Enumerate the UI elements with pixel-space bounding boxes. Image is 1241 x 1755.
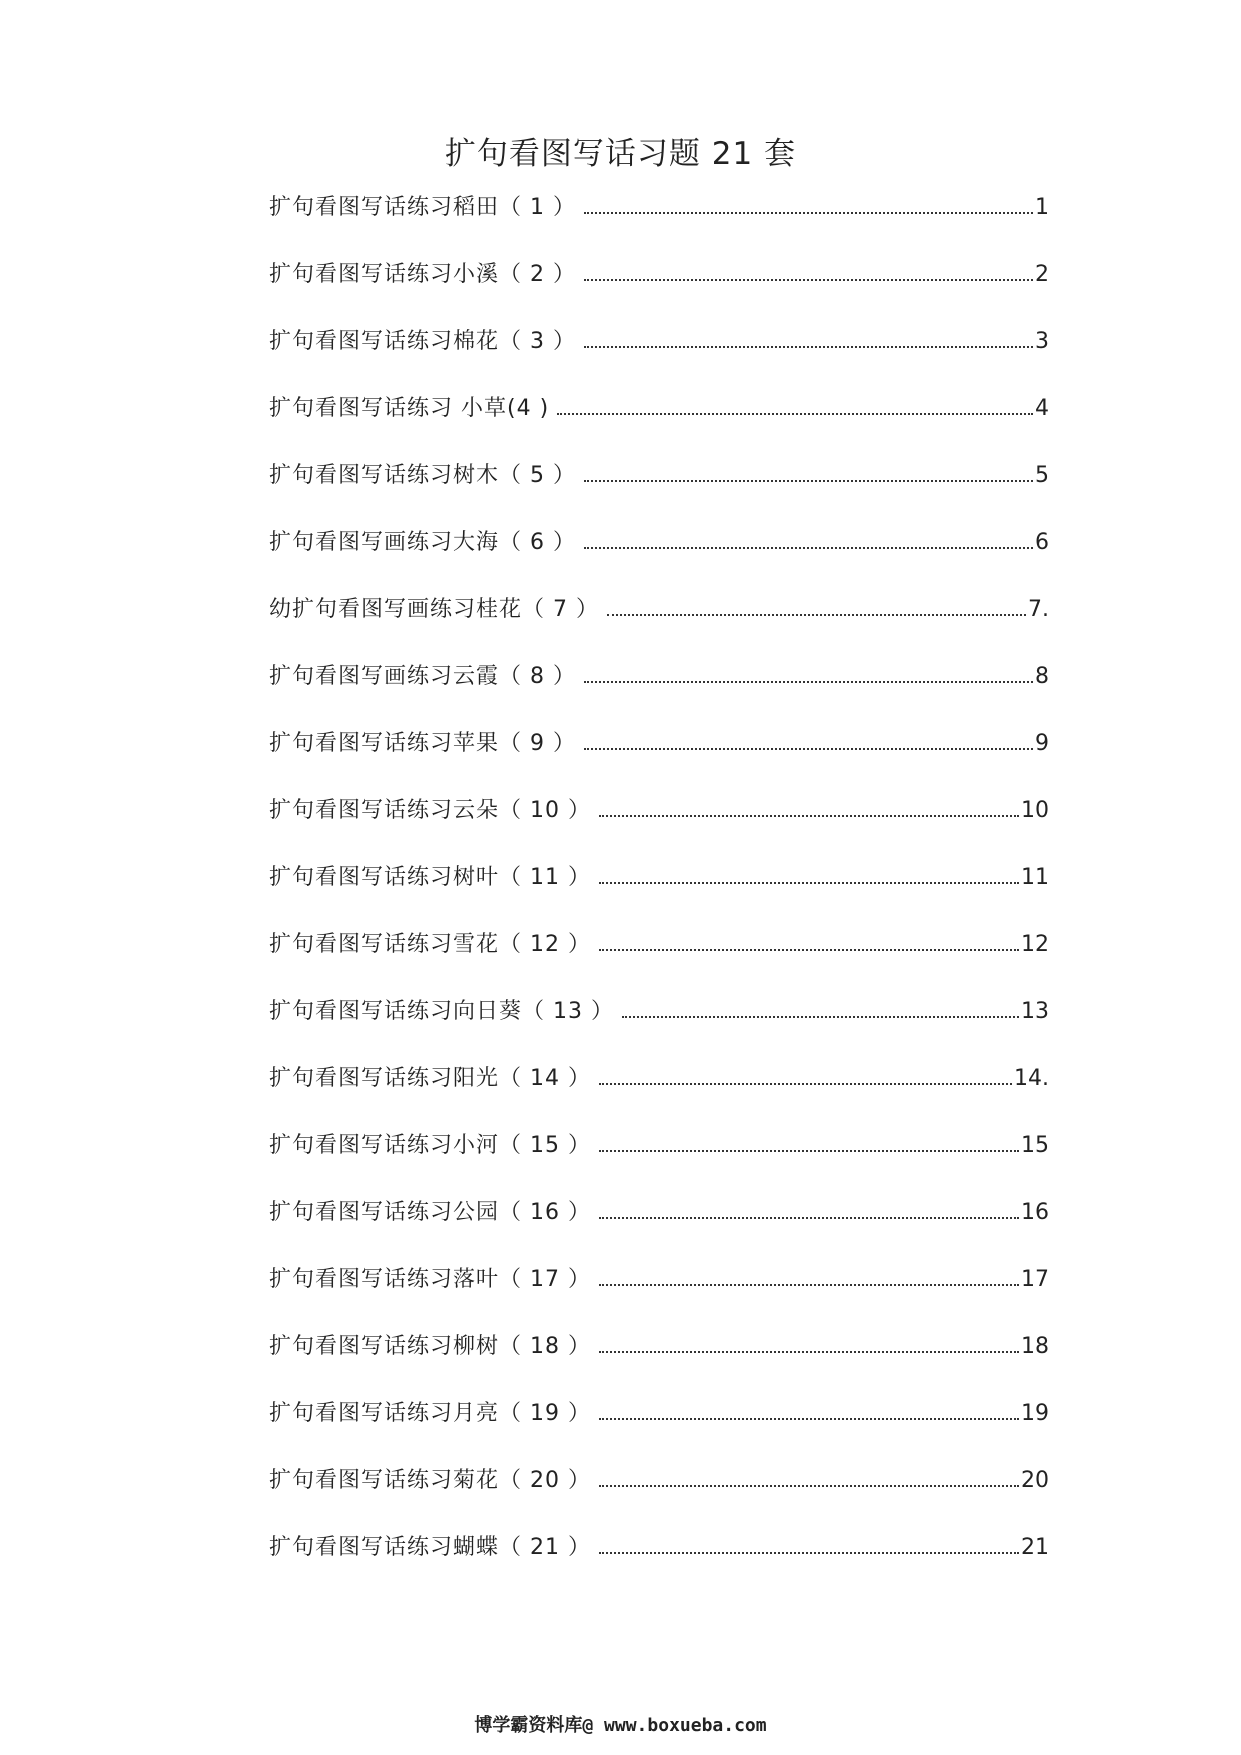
toc-entry[interactable]: [269, 263, 1049, 330]
toc-page-number: 17: [1021, 1267, 1049, 1292]
toc-entry-title: 扩句看图写话练习树叶（ 11 ）: [269, 865, 591, 890]
toc-entry[interactable]: [269, 330, 1049, 397]
toc-entry-title: 扩句看图写话练习 小草(4 ): [269, 396, 550, 421]
toc-page-number: 21: [1021, 1535, 1049, 1560]
toc-dot-leader: [584, 212, 1033, 214]
toc-entry-title: 扩句看图写话练习云朵（ 10 ）: [269, 798, 591, 823]
toc-entry-title: 扩句看图写话练习树木（ 5 ）: [269, 463, 576, 488]
toc-page-number: 10: [1021, 798, 1049, 823]
toc-page-number: 5: [1035, 463, 1049, 488]
toc-entry-title: 扩句看图写话练习蝴蝶（ 21 ）: [269, 1535, 591, 1560]
toc-entry[interactable]: [269, 397, 1049, 464]
toc-dot-leader: [599, 1284, 1019, 1286]
toc-entry[interactable]: [269, 196, 1049, 263]
toc-page-number: 18: [1021, 1334, 1049, 1359]
toc-entry[interactable]: [269, 866, 1049, 933]
toc-entry-title: 扩句看图写话练习阳光（ 14 ）: [269, 1066, 591, 1091]
toc-entry[interactable]: [269, 598, 1049, 665]
toc-entry-title: 扩句看图写话练习落叶（ 17 ）: [269, 1267, 591, 1292]
toc-dot-leader: [607, 614, 1026, 616]
toc-dot-leader: [584, 748, 1033, 750]
toc-entry[interactable]: [269, 1335, 1049, 1402]
toc-entry[interactable]: [269, 1067, 1049, 1134]
toc-page-number: 3: [1035, 329, 1049, 354]
toc-page-number: 6: [1035, 530, 1049, 555]
toc-page-number: 9: [1035, 731, 1049, 756]
table-of-contents: [269, 196, 1049, 1603]
toc-dot-leader: [599, 815, 1019, 817]
toc-entry-title: 扩句看图写话练习向日葵（ 13 ）: [269, 999, 614, 1024]
toc-entry-title: 扩句看图写画练习云霞（ 8 ）: [269, 664, 576, 689]
toc-entry[interactable]: [269, 1536, 1049, 1603]
toc-entry[interactable]: [269, 1201, 1049, 1268]
toc-dot-leader: [599, 1552, 1019, 1554]
toc-entry[interactable]: [269, 732, 1049, 799]
page-title: 扩句看图写话习题 21 套: [444, 136, 797, 172]
toc-page-number: 14.: [1014, 1066, 1049, 1091]
toc-dot-leader: [599, 1485, 1019, 1487]
toc-page-number: 7.: [1028, 597, 1049, 622]
toc-entry[interactable]: [269, 1469, 1049, 1536]
toc-entry-title: 扩句看图写话练习公园（ 16 ）: [269, 1200, 591, 1225]
toc-dot-leader: [622, 1016, 1019, 1018]
toc-entry[interactable]: [269, 1268, 1049, 1335]
toc-entry-title: 扩句看图写话练习稻田（ 1 ）: [269, 195, 576, 220]
toc-entry-title: 扩句看图写话练习菊花（ 20 ）: [269, 1468, 591, 1493]
toc-entry-title: 扩句看图写话练习棉花（ 3 ）: [269, 329, 576, 354]
toc-entry-title: 扩句看图写话练习小溪（ 2 ）: [269, 262, 576, 287]
toc-entry[interactable]: [269, 531, 1049, 598]
toc-page-number: 13: [1021, 999, 1049, 1024]
toc-entry[interactable]: [269, 933, 1049, 1000]
toc-dot-leader: [599, 1418, 1019, 1420]
toc-page-number: 16: [1021, 1200, 1049, 1225]
toc-page-number: 4: [1035, 396, 1049, 421]
toc-entry-title: 扩句看图写话练习小河（ 15 ）: [269, 1133, 591, 1158]
toc-dot-leader: [599, 882, 1019, 884]
toc-entry-title: 扩句看图写话练习月亮（ 19 ）: [269, 1401, 591, 1426]
toc-dot-leader: [599, 1083, 1012, 1085]
toc-page-number: 11: [1021, 865, 1049, 890]
toc-entry[interactable]: [269, 1402, 1049, 1469]
toc-entry[interactable]: [269, 1134, 1049, 1201]
toc-page-number: 1: [1035, 195, 1049, 220]
toc-page-number: 20: [1021, 1468, 1049, 1493]
toc-dot-leader: [599, 949, 1019, 951]
toc-dot-leader: [584, 681, 1033, 683]
toc-entry[interactable]: [269, 464, 1049, 531]
page-footer: 博学霸资料库@ www.boxueba.com: [474, 1715, 767, 1736]
toc-page-number: 8: [1035, 664, 1049, 689]
toc-page-number: 15: [1021, 1133, 1049, 1158]
toc-dot-leader: [599, 1351, 1019, 1353]
toc-entry-title: 扩句看图写画练习大海（ 6 ）: [269, 530, 576, 555]
toc-entry-title: 扩句看图写话练习柳树（ 18 ）: [269, 1334, 591, 1359]
toc-entry-title: 幼扩句看图写画练习桂花（ 7 ）: [269, 597, 599, 622]
toc-entry-title: 扩句看图写话练习苹果（ 9 ）: [269, 731, 576, 756]
toc-page-number: 12: [1021, 932, 1049, 957]
toc-entry[interactable]: [269, 1000, 1049, 1067]
toc-dot-leader: [584, 346, 1033, 348]
toc-dot-leader: [599, 1217, 1019, 1219]
toc-entry[interactable]: [269, 665, 1049, 732]
toc-page-number: 2: [1035, 262, 1049, 287]
toc-entry-title: 扩句看图写话练习雪花（ 12 ）: [269, 932, 591, 957]
toc-dot-leader: [584, 279, 1033, 281]
toc-dot-leader: [584, 480, 1033, 482]
toc-dot-leader: [557, 413, 1033, 415]
toc-dot-leader: [599, 1150, 1019, 1152]
toc-dot-leader: [584, 547, 1033, 549]
toc-entry[interactable]: [269, 799, 1049, 866]
toc-page-number: 19: [1021, 1401, 1049, 1426]
